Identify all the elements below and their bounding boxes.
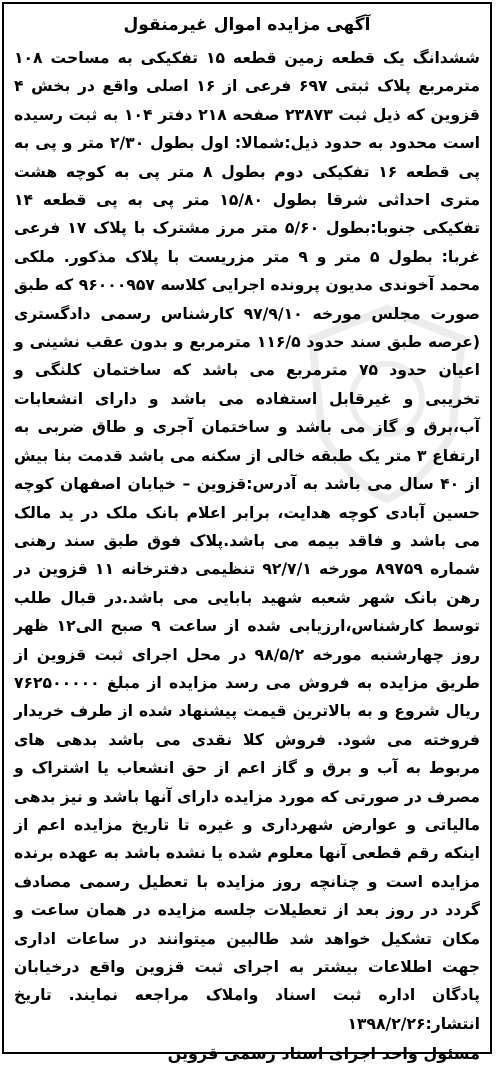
auction-notice: [2, 2, 492, 1064]
notice-body: ششدانگ یک قطعه زمین قطعه ۱۵ تفکیکی به مساحت ۱۰۸ مترمربع پلاک ثبتی ۶۹۷ فرعی از ۱۶ اصلی واقع در بخش ۴ قزوین که ذیل ثبت ۲۳۸۷۳ صفحه ۲۱۸ دفتر ۱۰۴ به ثبت رسیده است محدود به حدود ذیل:شمالا: اول بطول ۲/۳۰ متر و پی به پی قطعه ۱۶ تفکیکی دوم بطول ۸ متر پی به کوچه هشت متری احداثی شرقا بطول ۱۵/۸۰ متر پی به پی قطعه ۱۴ تفکیکی جنوبا:بطول ۵/۶۰ متر مرز مشترک با پلاک ۱۷ فرعی غربا: بطول ۵ متر و ۹ متر مزریست با پلاک مذکور. ملکی محمد آخوندی مدیون پرونده اجرایی کلاسه ۹۶۰۰۰۹۵۷ که طبق صورت مجلس مورخه ۹۷/۹/۱۰ کارشناس رسمی دادگستری (عرصه طبق سند حدود ۱۱۶/۵ مترمربع و بدون عقب نشینی و اعیان حدود ۷۵ مترمربع می باشد که ساختمان کلنگی و تخریبی و غیرقابل استفاده می باشد و دارای انشعابات آب،برق و گاز می باشد و ساختمان آجری و طاق ضربی به ارتفاع ۳ متر یک طبقه خالی از سکنه می باشد قدمت بنا بیش از ۴۰ سال می باشد به آدرس:قزوین – خیابان اصفهان کوچه حسین آبادی کوچه هدایت، برابر اعلام بانک ملک در ید مالک می باشد و فاقد بیمه می باشد.پلاک فوق طبق سند رهنی شماره ۸۹۷۵۹ مورخه ۹۲/۷/۱ تنظیمی دفترخانه ۱۱ قزوین در رهن بانک شهر شعبه شهید بابایی می باشد.در قبال طلب توسط کارشناس،ارزیابی شده از ساعت ۹ صبح الی۱۲ ظهر روز چهارشنبه مورخه ۹۸/۵/۲ در محل اجرای ثبت قزوین از طریق مزایده به فروش می رسد مزایده از مبلغ ۷۶۲۵۰۰۰۰۰ ریال شروع و به بالاترین قیمت پیشنهاد شده از طرف خریدار فروخته می شود. فروش کلا نقدی می باشد بدهی های مربوط به آب و برق و گاز اعم از حق انشعاب یا اشتراک و مصرف در صورتی که مورد مزایده دارای آنها باشد و نیز بدهی مالیاتی و عوارض شهرداری و غیره تا تاریخ مزایده اعم از اینکه رقم قطعی آنها معلوم شده یا نشده باشد به عهده برنده مزایده است و چنانچه روز مزایده با تعطیل رسمی مصادف گردد در روز بعد از تعطیلات جلسه مزایده در همان ساعت و مکان تشکیل خواهد شد طالبین میتوانند در ساعات اداری جهت اطلاعات بیشتر به اجرای ثبت قزوین واقع درخیابان پادگان اداره ثبت اسناد واملاک مراجعه نمایند. تاریخ انتشار:۱۳۹۸/۲/۲۶: [14, 49, 481, 1033]
notice-signature: مسئول واحد اجرای اسناد رسمی قزوین: [167, 1044, 480, 1064]
notice-title: آگهی مزایده اموال غیرمنقول: [123, 15, 371, 35]
